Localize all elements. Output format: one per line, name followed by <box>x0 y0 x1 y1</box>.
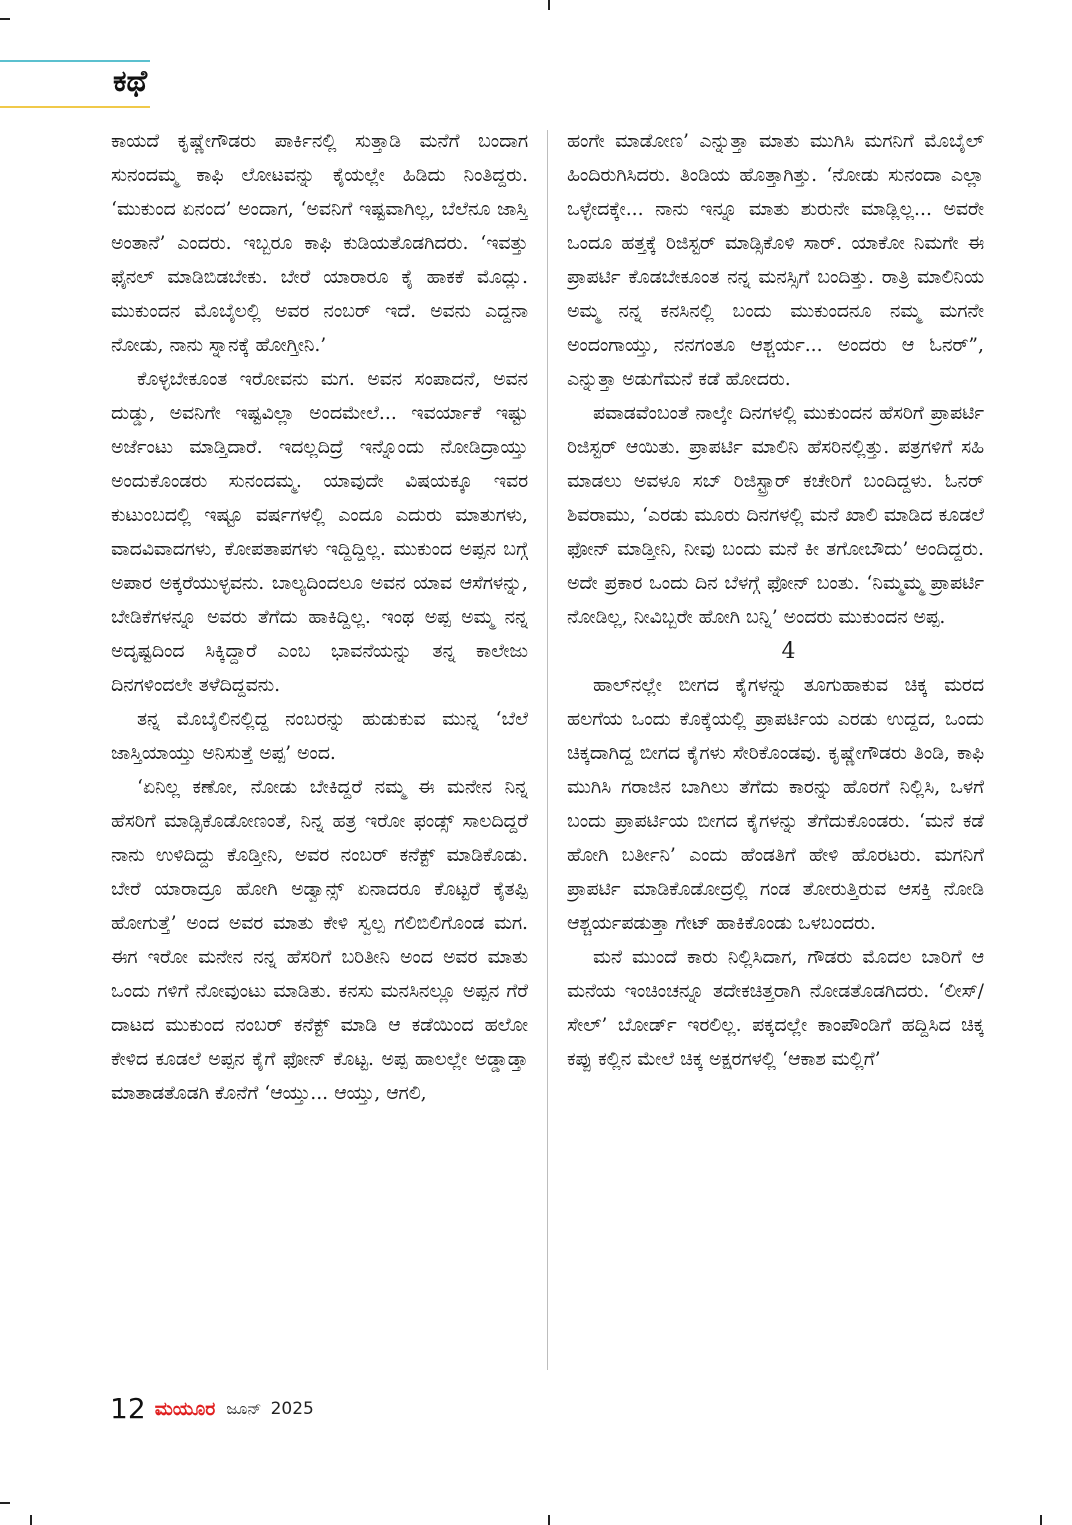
header-rule-bottom <box>0 106 150 108</box>
crop-mark-bottom-right <box>1040 1515 1042 1525</box>
crop-mark-top-left <box>0 18 10 20</box>
page-number: 12 <box>110 1392 146 1425</box>
issue-month: ಜೂನ್ <box>226 1398 262 1418</box>
paragraph: ಮನೆ ಮುಂದೆ ಕಾರು ನಿಲ್ಲಿಸಿದಾಗ, ಗೌಡರು ಮೊದಲ ಬಾರಿಗೆ ಆ ಮನೆಯ ಇಂಚಿಂಚನ್ನೂ ತದೇಕಚಿತ್ತರಾಗಿ ನೋಡತೊಡಗಿದರು. ‘ಲೀಸ್/ಸೇಲ್’ ಬೋರ್ಡ್ ಇರಲಿಲ್ಲ. ಪಕ್ಕದಲ್ಲೇ ಕಾಂಪೌಂಡಿಗೆ ಹದ್ದಿಸಿದ ಚಿಕ್ಕ ಕಪ್ಪು ಕಲ್ಲಿನ ಮೇಲೆ ಚಿಕ್ಕ ಅಕ್ಷರಗಳಲ್ಲಿ ‘ಆಕಾಶ ಮಲ್ಲಿಗೆ’ <box>567 947 984 1070</box>
right-column <box>567 125 984 1375</box>
crop-mark-bottom-center <box>548 1515 550 1525</box>
crop-mark-bottom-left-vert <box>30 1515 32 1525</box>
page-footer <box>110 1392 314 1425</box>
section-title: ಕಥೆ <box>113 64 148 99</box>
left-column <box>111 125 528 1375</box>
paragraph: ‘ಏನಿಲ್ಲ ಕಣೋ, ನೋಡು ಬೇಕಿದ್ದರೆ ನಮ್ಮ ಈ ಮನೇನ ನಿನ್ನ ಹೆಸರಿಗೆ ಮಾಡ್ಸಿಕೊಡೋಣಂತೆ, ನಿನ್ನ ಹತ್ರ ಇರೋ ಫಂಡ್ಸ್ ಸಾಲದಿದ್ದರೆ ನಾನು ಉಳಿದಿದ್ದು ಕೊಡ್ತೀನಿ, ಅವರ ನಂಬರ್ ಕನೆಕ್ಟ್ ಮಾಡಿಕೊಡು. ಬೇರೆ ಯಾರಾದ್ರೂ ಹೋಗಿ ಅಡ್ವಾನ್ಸ್ ಏನಾದರೂ ಕೊಟ್ಟರೆ ಕೈತಪ್ಪಿ ಹೋಗುತ್ತೆ’ ಅಂದ ಅವರ ಮಾತು ಕೇಳಿ ಸ್ವಲ್ಪ ಗಲಿಬಿಲಿಗೊಂಡ ಮಗ. ಈಗ ಇರೋ ಮನೇನ ನನ್ನ ಹೆಸರಿಗೆ ಬರಿತೀನಿ ಅಂದ ಅವರ ಮಾತು ಒಂದು ಗಳಿಗೆ ನೋವುಂಟು ಮಾಡಿತು. ಕನಸು ಮನಸಿನಲ್ಲೂ ಅಪ್ಪನ ಗೆರೆ ದಾಟದ ಮುಕುಂದ ನಂಬರ್ ಕನೆಕ್ಟ್ ಮಾಡಿ ಆ ಕಡೆಯಿಂದ ಹಲೋ ಕೇಳಿದ ಕೂಡಲೆ ಅಪ್ಪನ ಕೈಗೆ ಫೋನ್ ಕೊಟ್ಟ. ಅಪ್ಪ ಹಾಲಲ್ಲೇ ಅಡ್ಡಾಡ್ತಾ ಮಾತಾಡತೊಡಗಿ ಕೊನೆಗೆ ‘ಆಯ್ತು... ಆಯ್ತು, ಆಗಲಿ, <box>111 777 528 1104</box>
paragraph: ತನ್ನ ಮೊಬೈಲಿನಲ್ಲಿದ್ದ ನಂಬರನ್ನು ಹುಡುಕುವ ಮುನ್ನ ‘ಬೆಲೆ ಜಾಸ್ತಿಯಾಯ್ತು ಅನಿಸುತ್ತೆ ಅಪ್ಪ’ ಅಂದ. <box>111 709 528 764</box>
header-rule-top <box>0 60 150 62</box>
crop-mark-bottom-left <box>0 1502 10 1504</box>
issue-year: 2025 <box>270 1398 314 1419</box>
paragraph: ಪವಾಡವೆಂಬಂತೆ ನಾಲ್ಕೇ ದಿನಗಳಲ್ಲಿ ಮುಕುಂದನ ಹೆಸರಿಗೆ ಪ್ರಾಪರ್ಟಿ ರಿಜಿಸ್ಟರ್ ಆಯಿತು. ಪ್ರಾಪರ್ಟಿ ಮಾಲಿನಿ ಹೆಸರಿನಲ್ಲಿತ್ತು. ಪತ್ರಗಳಿಗೆ ಸಹಿ ಮಾಡಲು ಅವಳೂ ಸಬ್ ರಿಜಿಸ್ಟ್ರಾರ್ ಕಚೇರಿಗೆ ಬಂದಿದ್ದಳು. ಓನರ್ ಶಿವರಾಮು, ‘ಎರಡು ಮೂರು ದಿನಗಳಲ್ಲಿ ಮನೆ ಖಾಲಿ ಮಾಡಿದ ಕೂಡಲೆ ಫೋನ್ ಮಾಡ್ತೀನಿ, ನೀವು ಬಂದು ಮನೆ ಕೀ ತಗೋಬೌದು’ ಅಂದಿದ್ದರು. ಅದೇ ಪ್ರಕಾರ ಒಂದು ದಿನ ಬೆಳಗ್ಗೆ ಫೋನ್ ಬಂತು. ‘ನಿಮ್ಮಮ್ಮ ಪ್ರಾಪರ್ಟಿ ನೋಡಿಲ್ಲ, ನೀವಿಬ್ಬರೇ ಹೋಗಿ ಬನ್ನಿ’ ಅಂದರು ಮುಕುಂದನ ಅಪ್ಪ. <box>567 403 984 628</box>
paragraph: ಹಂಗೇ ಮಾಡೋಣ’ ಎನ್ನುತ್ತಾ ಮಾತು ಮುಗಿಸಿ ಮಗನಿಗೆ ಮೊಬೈಲ್ ಹಿಂದಿರುಗಿಸಿದರು. ತಿಂಡಿಯ ಹೊತ್ತಾಗಿತ್ತು. ‘ನೋಡು ಸುನಂದಾ ಎಲ್ಲಾ ಒಳ್ಳೇದಕ್ಕೇ... ನಾನು ಇನ್ನೂ ಮಾತು ಶುರುನೇ ಮಾಡ್ಲಿಲ್ಲ... ಅವರೇ ಒಂದೂ ಹತ್ತಕ್ಕೆ ರಿಜಿಸ್ಟರ್ ಮಾಡ್ಸಿಕೊಳಿ ಸಾರ್. ಯಾಕೋ ನಿಮಗೇ ಈ ಪ್ರಾಪರ್ಟಿ ಕೊಡಬೇಕೂಂತ ನನ್ನ ಮನಸ್ಸಿಗೆ ಬಂದಿತ್ತು. ರಾತ್ರಿ ಮಾಲಿನಿಯ ಅಮ್ಮ ನನ್ನ ಕನಸಿನಲ್ಲಿ ಬಂದು ಮುಕುಂದನೂ ನಮ್ಮ ಮಗನೇ ಅಂದಂಗಾಯ್ತು, ನನಗಂತೂ ಆಶ್ಚರ್ಯ... ಅಂದರು ಆ ಓನರ್”, ಎನ್ನುತ್ತಾ ಅಡುಗೆಮನೆ ಕಡೆ ಹೋದರು. <box>567 131 984 390</box>
crop-mark-top-center <box>548 0 550 10</box>
paragraph: ಕಾಯದೆ ಕೃಷ್ಣೇಗೌಡರು ಪಾರ್ಕಿನಲ್ಲಿ ಸುತ್ತಾಡಿ ಮನೆಗೆ ಬಂದಾಗ ಸುನಂದಮ್ಮ ಕಾಫಿ ಲೋಟವನ್ನು ಕೈಯಲ್ಲೇ ಹಿಡಿದು ನಿಂತಿದ್ದರು. ‘ಮುಕುಂದ ಏನಂದ’ ಅಂದಾಗ, ‘ಅವನಿಗೆ ಇಷ್ಟವಾಗಿಲ್ಲ, ಬೆಲೆನೂ ಜಾಸ್ತಿ ಅಂತಾನೆ’ ಎಂದರು. ಇಬ್ಬರೂ ಕಾಫಿ ಕುಡಿಯತೊಡಗಿದರು. ‘ಇವತ್ತು ಫೈನಲ್ ಮಾಡಿಬಿಡಬೇಕು. ಬೇರೆ ಯಾರಾರೂ ಕೈ ಹಾಕಕೆ ಮೊದ್ಲು. ಮುಕುಂದನ ಮೊಬೈಲಲ್ಲಿ ಅವರ ನಂಬರ್ ಇದೆ. ಅವನು ಎದ್ದನಾ ನೋಡು, ನಾನು ಸ್ನಾನಕ್ಕೆ ಹೋಗ್ತೀನಿ.’ <box>111 131 528 356</box>
paragraph: ಹಾಲ್‌ನಲ್ಲೇ ಬೀಗದ ಕೈಗಳನ್ನು ತೂಗುಹಾಕುವ ಚಿಕ್ಕ ಮರದ ಹಲಗೆಯ ಒಂದು ಕೊಕ್ಕೆಯಲ್ಲಿ ಪ್ರಾಪರ್ಟಿಯ ಎರಡು ಉದ್ದದ, ಒಂದು ಚಿಕ್ಕದಾಗಿದ್ದ ಬೀಗದ ಕೈಗಳು ಸೇರಿಕೊಂಡವು. ಕೃಷ್ಣೇಗೌಡರು ತಿಂಡಿ, ಕಾಫಿ ಮುಗಿಸಿ ಗರಾಜಿನ ಬಾಗಿಲು ತೆಗೆದು ಕಾರನ್ನು ಹೊರಗೆ ನಿಲ್ಲಿಸಿ, ಒಳಗೆ ಬಂದು ಪ್ರಾಪರ್ಟಿಯ ಬೀಗದ ಕೈಗಳನ್ನು ತೆಗೆದುಕೊಂಡರು. ‘ಮನೆ ಕಡೆ ಹೋಗಿ ಬರ್ತೀನಿ’ ಎಂದು ಹೆಂಡತಿಗೆ ಹೇಳಿ ಹೊರಟರು. ಮಗನಿಗೆ ಪ್ರಾಪರ್ಟಿ ಮಾಡಿಕೊಡೋದ್ರಲ್ಲಿ ಗಂಡ ತೋರುತ್ತಿರುವ ಆಸಕ್ತಿ ನೋಡಿ ಆಶ್ಚರ್ಯಪಡುತ್ತಾ ಗೇಟ್ ಹಾಕಿಕೊಂಡು ಒಳಬಂದರು. <box>567 675 984 934</box>
magazine-logo: ಮಯೂರ <box>154 1397 216 1420</box>
chapter-number: 4 <box>781 639 796 664</box>
column-divider <box>547 130 548 1370</box>
paragraph: ಕೊಳ್ಳಬೇಕೂಂತ ಇರೋವನು ಮಗ. ಅವನ ಸಂಪಾದನೆ, ಅವನ ದುಡ್ಡು, ಅವನಿಗೇ ಇಷ್ಟವಿಲ್ಲಾ ಅಂದಮೇಲೆ... ಇವರ್ಯಾಕೆ ಇಷ್ಟು ಅರ್ಜೆಂಟು ಮಾಡ್ತಿದಾರೆ. ಇದಲ್ಲದಿದ್ರೆ ಇನ್ನೊಂದು ನೋಡಿದ್ರಾಯ್ತು ಅಂದುಕೊಂಡರು ಸುನಂದಮ್ಮ. ಯಾವುದೇ ವಿಷಯಕ್ಕೂ ಇವರ ಕುಟುಂಬದಲ್ಲಿ ಇಷ್ಟೂ ವರ್ಷಗಳಲ್ಲಿ ಎಂದೂ ಎದುರು ಮಾತುಗಳು, ವಾದವಿವಾದಗಳು, ಕೋಪತಾಪಗಳು ಇದ್ದಿದ್ದಿಲ್ಲ. ಮುಕುಂದ ಅಪ್ಪನ ಬಗ್ಗೆ ಅಪಾರ ಅಕ್ಕರೆಯುಳ್ಳವನು. ಬಾಲ್ಯದಿಂದಲೂ ಅವನ ಯಾವ ಆಸೆಗಳನ್ನು, ಬೇಡಿಕೆಗಳನ್ನೂ ಅವರು ತೆಗೆದು ಹಾಕಿದ್ದಿಲ್ಲ. ಇಂಥ ಅಪ್ಪ ಅಮ್ಮ ನನ್ನ ಅದೃಷ್ಟದಿಂದ ಸಿಕ್ಕಿದ್ದಾರೆ ಎಂಬ ಭಾವನೆಯನ್ನು ತನ್ನ ಕಾಲೇಜು ದಿನಗಳಿಂದಲೇ ತಳೆದಿದ್ದವನು. <box>111 369 528 696</box>
